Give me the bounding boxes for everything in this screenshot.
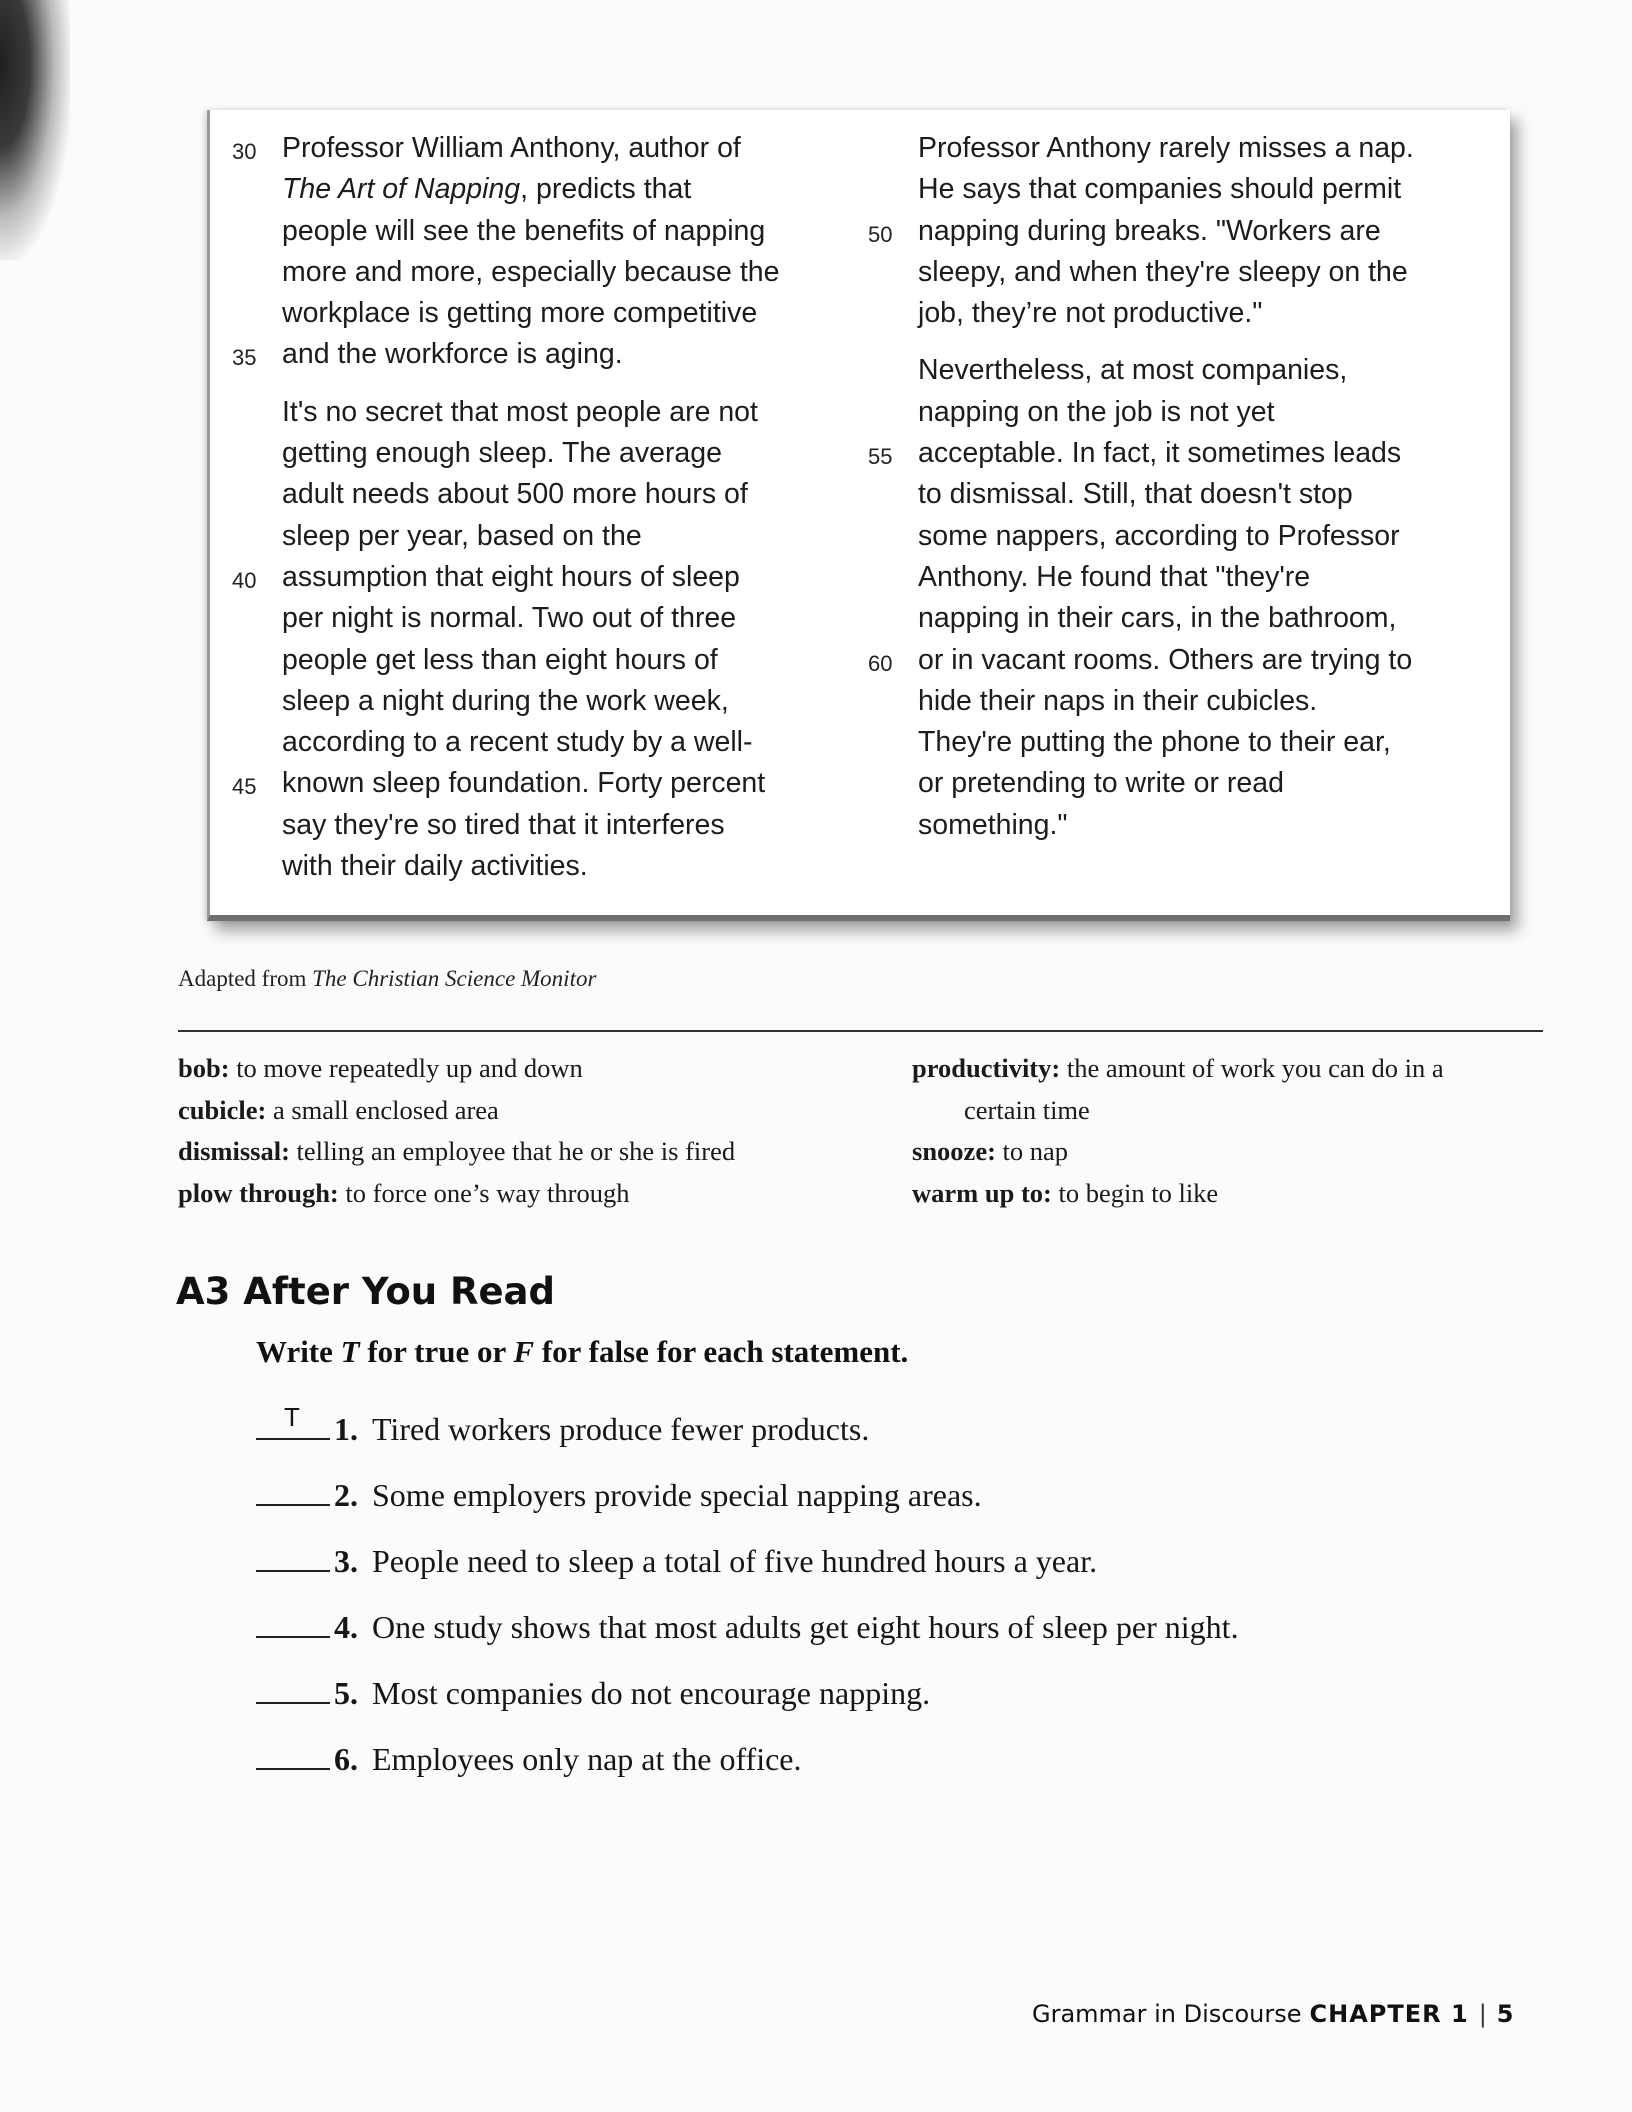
glossary-term: cubicle: — [178, 1094, 267, 1125]
reading-line — [282, 722, 822, 763]
reading-line-text: Anthony. He found that "they're — [918, 560, 1311, 593]
glossary-definition: the amount of work you can do in a — [1066, 1053, 1444, 1083]
line-number: 40 — [232, 567, 257, 593]
reading-paragraph — [868, 350, 1478, 846]
reading-line — [918, 722, 1478, 763]
reading-line-text: or pretending to write or read — [918, 767, 1284, 800]
statement-number: 6. — [334, 1741, 358, 1777]
glossary-definition: to begin to like — [1058, 1177, 1219, 1208]
reading-line — [918, 392, 1478, 433]
line-number: 50 — [868, 221, 893, 247]
reading-line-text: say they're so tired that it interferes — [282, 808, 725, 841]
glossary-entry — [178, 1048, 878, 1090]
reading-line-text: according to a recent study by a well- — [282, 726, 753, 759]
glossary-term: bob: — [178, 1053, 230, 1083]
reading-line-text: sleep per year, based on the — [282, 519, 642, 552]
source-prefix: Adapted from — [178, 966, 313, 991]
line-number: 60 — [868, 650, 893, 676]
book-title: The Art of Napping — [282, 173, 521, 206]
reading-line — [282, 433, 822, 474]
reading-line-text: people will see the benefits of napping — [282, 214, 766, 247]
statement-item — [256, 1668, 1239, 1734]
reading-line-text: or in vacant rooms. Others are trying to — [918, 643, 1413, 676]
statement-item — [256, 1602, 1239, 1668]
reading-line-text: and the workforce is aging. — [282, 338, 623, 371]
glossary-definition: to move repeatedly up and down — [236, 1053, 583, 1083]
reading-line — [232, 334, 822, 375]
instructions-true-letter: T — [340, 1334, 360, 1369]
reading-line — [282, 169, 822, 210]
reading-line-text: per night is normal. Two out of three — [282, 602, 737, 635]
reading-line — [918, 293, 1478, 334]
reading-line-text: getting enough sleep. The average — [282, 437, 722, 470]
statement-number: 3. — [334, 1543, 358, 1579]
reading-passage-box — [207, 110, 1510, 921]
reading-line — [918, 128, 1478, 169]
glossary-term: dismissal: — [178, 1136, 290, 1166]
reading-column-left — [232, 128, 822, 903]
reading-line-text: sleep a night during the work week, — [282, 684, 729, 717]
page-footer — [1032, 2000, 1514, 2028]
footer-chapter: CHAPTER 1 — [1309, 2000, 1469, 2028]
reading-line — [918, 474, 1478, 515]
instructions-false-letter: F — [513, 1334, 535, 1369]
instructions-part: for true or — [359, 1334, 514, 1369]
reading-line — [918, 557, 1478, 598]
glossary-entry — [178, 1090, 878, 1132]
reading-line — [918, 350, 1478, 391]
glossary-definition: a small enclosed area — [272, 1094, 499, 1125]
reading-line-text: It's no secret that most people are not — [282, 395, 758, 428]
reading-line — [282, 252, 822, 293]
reading-line — [282, 516, 822, 557]
reading-line-text: something." — [918, 808, 1068, 841]
glossary-term: productivity: — [912, 1053, 1061, 1083]
reading-column-right — [868, 128, 1478, 862]
reading-line-text: napping on the job is not yet — [918, 395, 1275, 428]
reading-line-text: Professor William Anthony, author of — [282, 132, 741, 164]
reading-line-text: to dismissal. Still, that doesn't stop — [918, 478, 1353, 511]
reading-line-text: napping during breaks. "Workers are — [918, 214, 1381, 247]
line-number: 30 — [232, 139, 257, 164]
reading-line — [282, 474, 822, 515]
reading-line — [282, 846, 822, 887]
footer-section: Grammar in Discourse — [1032, 2000, 1302, 2028]
reading-line-text: known sleep foundation. Forty percent — [282, 767, 766, 800]
reading-line-text: people get less than eight hours of — [282, 643, 718, 676]
glossary-definition: to force one’s way through — [345, 1177, 630, 1208]
glossary-entry — [178, 1173, 878, 1215]
statement-text: One study shows that most adults get eight hours of sleep per night. — [372, 1609, 1239, 1645]
reading-line — [232, 128, 822, 169]
reading-paragraph — [232, 128, 822, 376]
answer-blank[interactable] — [256, 1602, 330, 1638]
statement-number: 1. — [334, 1411, 358, 1447]
footer-separator: | — [1478, 2000, 1487, 2028]
reading-line-text: adult needs about 500 more hours of — [282, 478, 748, 511]
statement-text: Employees only nap at the office. — [372, 1741, 802, 1777]
statement-text: Most companies do not encourage napping. — [372, 1675, 931, 1711]
statement-number: 4. — [334, 1609, 358, 1645]
reading-line — [232, 763, 822, 804]
glossary-divider — [178, 1030, 1543, 1032]
glossary-column-right — [912, 1048, 1552, 1214]
reading-paragraph — [868, 128, 1478, 334]
reading-line-text: hide their naps in their cubicles. — [918, 684, 1318, 717]
reading-line-text: acceptable. In fact, it sometimes leads — [918, 437, 1402, 470]
glossary-term: plow through: — [178, 1177, 339, 1208]
glossary-column-left — [178, 1048, 878, 1214]
page-number: 5 — [1496, 2000, 1514, 2028]
line-number: 35 — [232, 345, 257, 371]
page-binding-shadow — [0, 0, 70, 260]
reading-line — [918, 516, 1478, 557]
answer-blank[interactable] — [256, 1536, 330, 1572]
reading-line — [282, 681, 822, 722]
glossary-entry — [178, 1131, 878, 1173]
answer-blank[interactable] — [256, 1668, 330, 1704]
line-number: 55 — [868, 444, 893, 470]
glossary-definition: telling an employee that he or she is fired — [296, 1136, 736, 1166]
glossary-term: snooze: — [912, 1136, 996, 1166]
exercise-instructions — [256, 1334, 908, 1370]
reading-paragraph — [232, 392, 822, 888]
line-number: 45 — [232, 774, 257, 800]
reading-line — [868, 433, 1478, 474]
reading-line-text: job, they’re not productive." — [918, 297, 1263, 330]
statement-list — [256, 1404, 1239, 1800]
reading-line-text: workplace is getting more competitive — [282, 297, 758, 330]
statement-number: 2. — [334, 1477, 358, 1513]
reading-line — [282, 293, 822, 334]
section-number: A3 — [176, 1270, 231, 1313]
statement-item — [256, 1470, 1239, 1536]
reading-line — [918, 169, 1478, 210]
reading-line — [918, 598, 1478, 639]
reading-line — [918, 763, 1478, 804]
statement-item — [256, 1734, 1239, 1800]
answer-mark: T — [284, 1402, 300, 1432]
statement-item — [256, 1404, 1239, 1470]
glossary-definition-continuation: certain time — [964, 1094, 1090, 1125]
reading-line-text: assumption that eight hours of sleep — [282, 560, 740, 593]
reading-line-text: with their daily activities. — [282, 850, 588, 883]
reading-line — [868, 211, 1478, 252]
reading-line-text: some nappers, according to Professor — [918, 519, 1400, 552]
answer-blank[interactable] — [256, 1404, 330, 1440]
statement-text: Some employers provide special napping areas. — [372, 1477, 982, 1513]
reading-line-text: They're putting the phone to their ear, — [918, 726, 1391, 759]
source-citation — [178, 966, 596, 992]
reading-line-text: napping in their cars, in the bathroom, — [918, 602, 1397, 635]
reading-line — [918, 805, 1478, 846]
answer-blank[interactable] — [256, 1470, 330, 1506]
instructions-part: Write — [256, 1334, 341, 1369]
reading-line-text: Professor Anthony rarely misses a nap. — [918, 132, 1414, 164]
source-publication: The Christian Science Monitor — [312, 966, 597, 991]
statement-text: People need to sleep a total of five hundred hours a year. — [372, 1543, 1098, 1579]
reading-line-text: more and more, especially because the — [282, 255, 780, 288]
reading-line — [232, 557, 822, 598]
reading-line-text: He says that companies should permit — [918, 173, 1402, 206]
statement-text: Tired workers produce fewer products. — [372, 1411, 870, 1447]
glossary-entry — [912, 1173, 1552, 1215]
reading-line-text: sleepy, and when they're sleepy on the — [918, 255, 1408, 288]
reading-line — [918, 681, 1478, 722]
reading-line — [868, 640, 1478, 681]
reading-line — [282, 805, 822, 846]
glossary-definition: to nap — [1002, 1136, 1069, 1166]
reading-line — [282, 392, 822, 433]
reading-line — [282, 640, 822, 681]
statement-number: 5. — [334, 1675, 358, 1711]
reading-line — [282, 598, 822, 639]
statement-item — [256, 1536, 1239, 1602]
glossary-entry — [912, 1131, 1552, 1173]
section-heading — [176, 1270, 555, 1313]
reading-line-text: , predicts that — [520, 173, 692, 206]
answer-blank[interactable] — [256, 1734, 330, 1770]
section-title: After You Read — [243, 1270, 555, 1313]
reading-line — [282, 211, 822, 252]
reading-line — [918, 252, 1478, 293]
glossary-term: warm up to: — [912, 1177, 1052, 1208]
reading-line-text: Nevertheless, at most companies, — [918, 354, 1348, 387]
instructions-part: for false for each statement. — [534, 1334, 909, 1369]
glossary-entry — [912, 1048, 1552, 1090]
